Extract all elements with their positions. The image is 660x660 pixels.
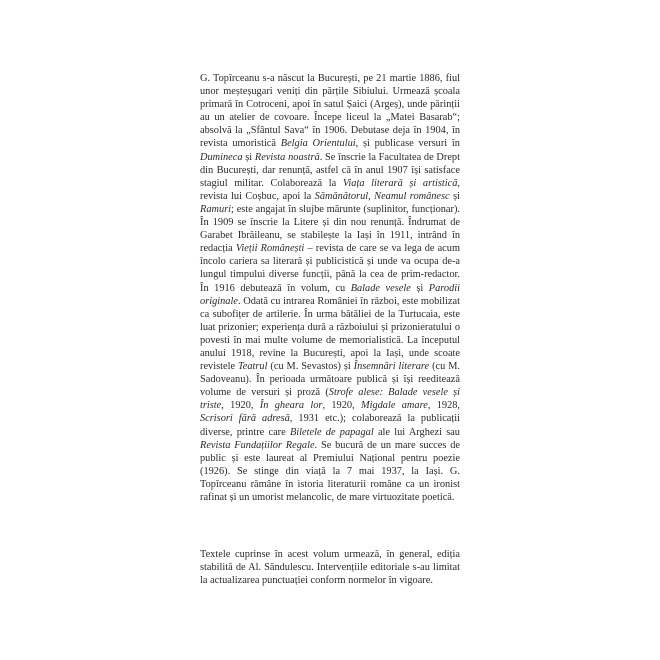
text-run: , 1931 etc.); colaborează la publicații diverse, printre care [200,413,460,438]
text-run: . Se înscrie la Facultatea de Drept din București, dar renunță, astfel că în anul 1907 își satisface stagiul militar. Colaborează la [200,151,460,189]
text-run: și [242,151,255,163]
editorial-note-paragraph: Textele cuprinse în acest volum urmează, în general, ediția stabilită de Al. Săndulescu. Intervențiile editoriale s-au limitat la actualizarea punctuației conform normelor în vigoare. [200,549,460,587]
italic-title: Parodii originale [200,282,460,307]
italic-title: Biletele de papagal [289,426,374,438]
text-run: , 1920, [322,400,361,412]
italic-title: Migdale amare [360,400,428,412]
biography-block [200,72,460,504]
italic-title: Revista Fundațiilor Regale [200,439,315,451]
text-run: , 1920, [221,400,260,412]
text-run: și [410,282,429,294]
text-run: (cu M. Sevastos) și [267,361,354,373]
editorial-note-block [200,548,460,587]
text-run: . Se bucură de un mare succes de public și este laureat al Premiului Național pentru poezie (1926). Se stinge din viață la 7 mai 1937, la Iași. G. Topîrceanu rămâne în istoria literaturii române ca un ironist rafinat și un umorist melancolic, de mare virtuozitate poetică. [200,439,460,503]
text-run: ale lui Arghezi sau [373,426,460,438]
italic-title: Sămănătorul [314,190,369,202]
italic-title: Însemnări literare [353,361,430,373]
italic-title: Strofe alese: Balade vesele și triste [200,387,460,412]
biography-paragraph [200,72,460,504]
text-run: (cu M. Sadoveanu). În perioada următoare publică și își reeditează volume de versuri și proză ( [200,361,460,399]
italic-title: Neamul românesc [374,190,450,202]
italic-title: Ramuri [200,203,232,215]
text-run: – revista de care se va lega de acum încolo cariera sa literară și publicistică și unde va ocupa de-a lungul timpului diverse funcții, până la cea de prim-redactor. În 1916 debutează în volum, cu [200,243,460,294]
italic-title: Revista noastră [254,151,320,163]
text-run: ; este angajat în slujbe mărunte (suplinitor, funcționar). În 1909 se înscrie la Litere și din nou renunță. Îndrumat de Garabet Ibrăileanu, se stabilește la Iași în 1911, intrând în redacția [200,203,460,255]
italic-title: În gheara lor [259,400,323,412]
text-run: , 1928, [427,400,460,412]
text-run: , revista lui Coșbuc, apoi la [200,177,461,202]
italic-title: Teatrul [237,361,268,373]
italic-title: Belgia Orientului [280,138,356,150]
text-run: . Odată cu intrarea României în război, este mobilizat ca subofițer de artilerie. În urma bătăliei de la Turtucaia, este luat prizonier; experiența dură a războiului și prizonieratului o povesti în mai multe volume de memorialistică. La începutul anului 1918, revine la București, apoi la Iași, unde scoate revistele [200,295,460,373]
italic-title: Scrisori fără adresă [200,413,290,425]
text-run: , și publicase versuri în [355,138,460,150]
text-run: și [449,190,460,202]
italic-title: Vieții Românești [235,243,305,255]
text-run: , [368,190,375,202]
italic-title: Dumineca [200,151,243,163]
text-run: G. Topîrceanu s-a născut la București, pe 21 martie 1886, fiul unor meșteșugari veniți din părțile Sibiului. Urmează școala primară în Cotroceni, apoi în satul Șaici (Argeș), unde părinții au un atelier de covoare. Începe liceul la „Matei Basarab“; absolvă la „Sfântul Sava“ în 1906. Debutase deja în 1904, în revista umoristică [200,73,460,150]
italic-title: Viața literară și artistică [342,177,458,189]
italic-title: Balade vesele [350,282,411,294]
